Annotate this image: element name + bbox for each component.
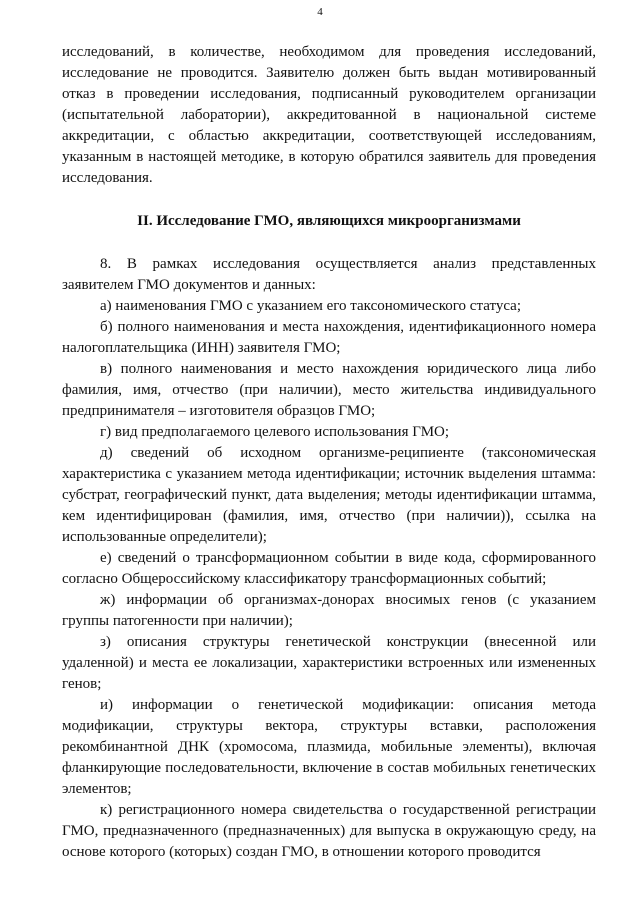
list-item-d: д) сведений об исходном организме-реципиенте (таксономическая характеристика с указанием метода идентификации; источник выделения штамма: субстрат, географический пункт, дата выделения; методы идентификации штамма, кем идентифицирован (фамилия, имя, отчество (при наличии)), ссылка на использованные определители); xyxy=(62,445,596,545)
paragraph-8: 8. В рамках исследования осуществляется анализ представленных заявителем ГМО документов и данных: xyxy=(62,256,596,293)
list-item-i: и) информации о генетической модификации: описания метода модификации, структуры вектора, структуры вставки, расположения рекомбинантной ДНК (хромосома, плазмида, мобильные элементы), включая фланкирующие последовательности, включение в состав мобильных генетических элементов; xyxy=(62,697,596,797)
list-item-k: к) регистрационного номера свидетельства о государственной регистрации ГМО, предназначенного (предназначенных) для выпуска в окружающую среду, на основе которого (которых) создан ГМО, в отношении которого проводится xyxy=(62,802,596,860)
list-item-b: б) полного наименования и места нахождения, идентификационного номера налогоплательщика (ИНН) заявителя ГМО; xyxy=(62,319,596,356)
intro-paragraph: исследований, в количестве, необходимом для проведения исследований, исследование не проводится. Заявителю должен быть выдан мотивированный отказ в проведении исследования, подписанный руководителем организации (испытательной лаборатории), аккредитованной в национальной системе аккредитации, с областью аккредитации, соответствующей исследованиям, указанным в настоящей методике, в которую обратился заявитель для проведения исследования. xyxy=(62,44,596,186)
list-item-zh: ж) информации об организмах-донорах вносимых генов (с указанием группы патогенности при наличии); xyxy=(62,592,596,629)
document-body xyxy=(62,42,596,863)
list-item-g: г) вид предполагаемого целевого использования ГМО; xyxy=(100,424,450,440)
list-item-e: е) сведений о трансформационном событии в виде кода, сформированного согласно Общероссийскому классификатору трансформационных событий; xyxy=(62,550,596,587)
list-item-z: з) описания структуры генетической конструкции (внесенной или удаленной) и места ее локализации, характеристики встроенных или измененных генов; xyxy=(62,634,596,692)
list-item-v: в) полного наименования и место нахождения юридического лица либо фамилия, имя, отчество (при наличии), место жительства индивидуального предпринимателя – изготовителя образцов ГМО; xyxy=(62,361,596,419)
section-heading: II. Исследование ГМО, являющихся микроорганизмами xyxy=(137,213,521,229)
page-number: 4 xyxy=(317,6,323,18)
list-item-a: а) наименования ГМО с указанием его таксономического статуса; xyxy=(100,298,521,314)
